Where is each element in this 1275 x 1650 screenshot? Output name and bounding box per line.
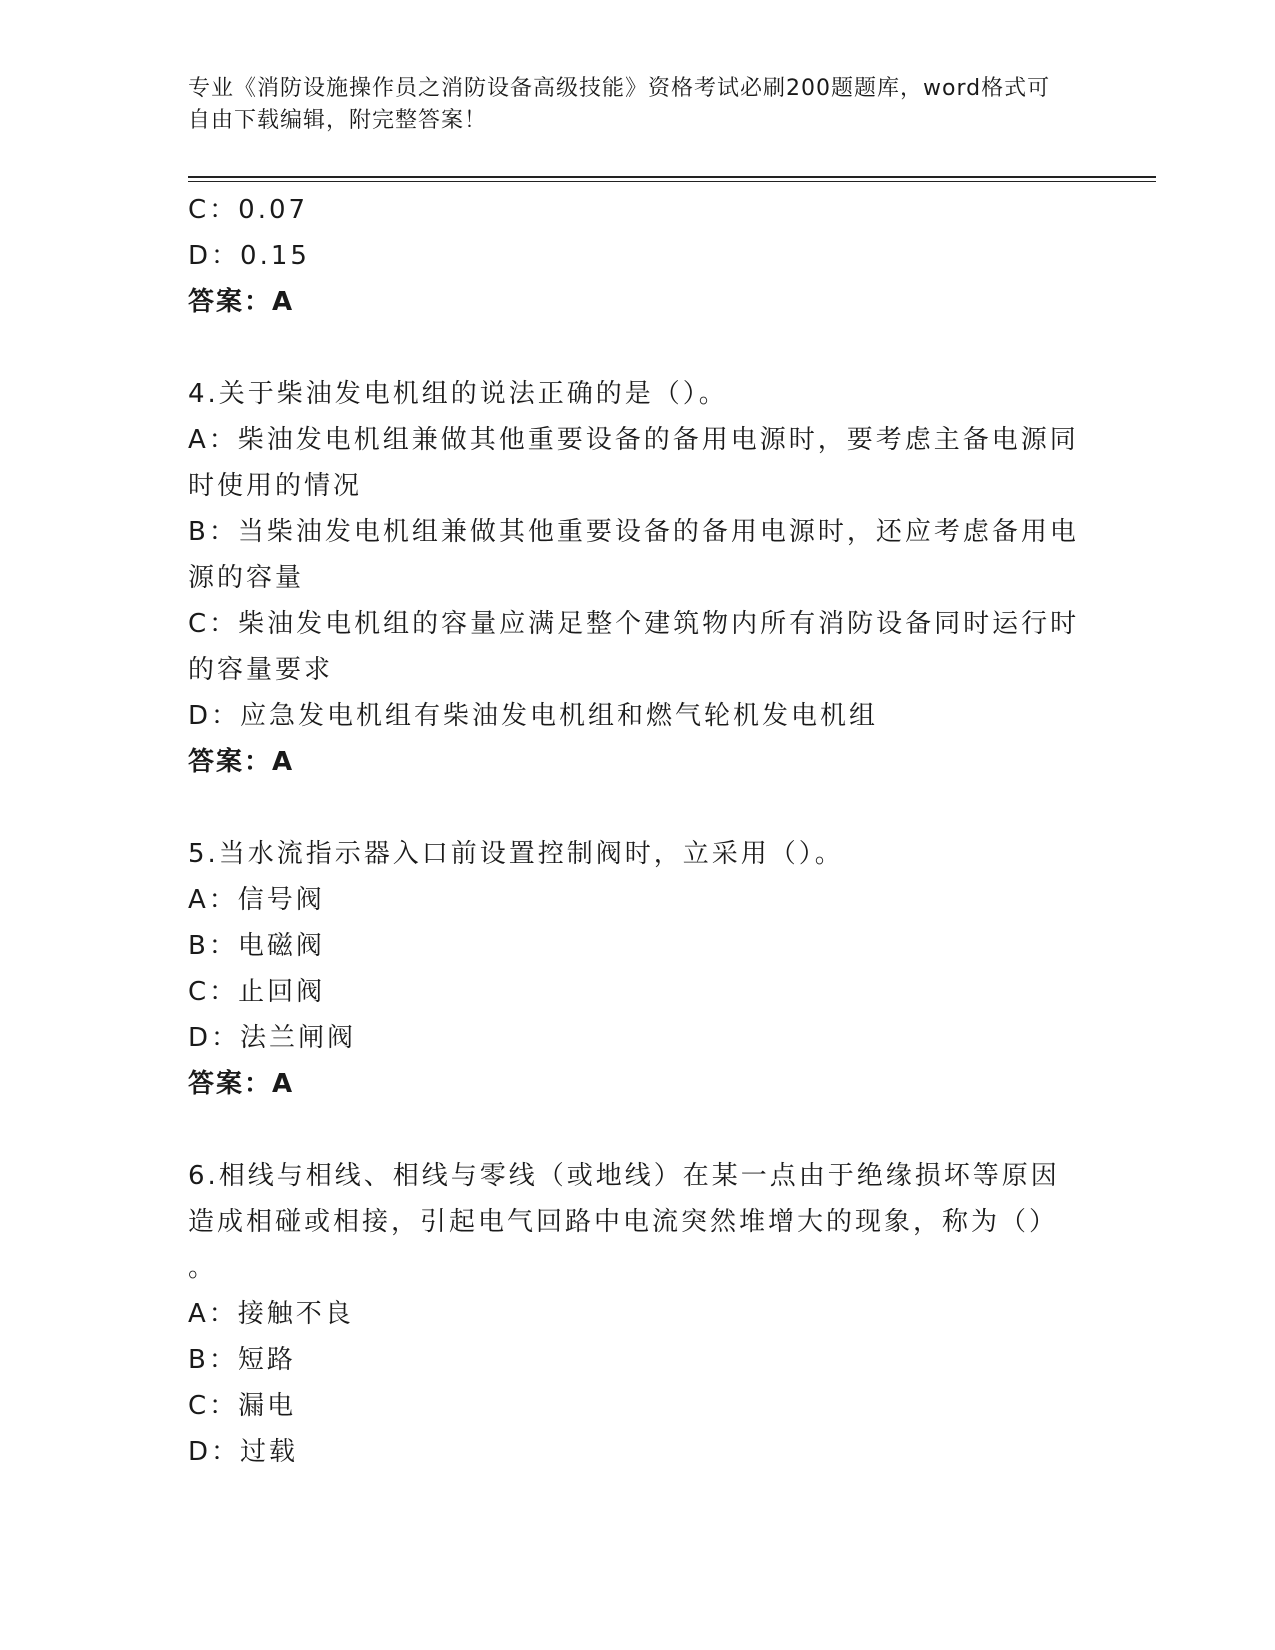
question-4	[188, 371, 1088, 785]
option-a-continued: 时使用的情况	[188, 471, 363, 501]
option-a: A：信号阀	[188, 885, 325, 915]
question-3	[188, 187, 1088, 325]
header-divider-thick	[188, 176, 1156, 178]
option-c: C：止回阀	[188, 977, 326, 1007]
spacer	[188, 785, 1088, 831]
option-d: D：应急发电机组有柴油发电机组和燃气轮机发电机组	[188, 701, 879, 731]
option-c: C：0.07	[188, 195, 309, 225]
option-d: D：0.15	[188, 241, 310, 271]
option-c: C：漏电	[188, 1391, 297, 1421]
question-stem: 5.当水流指示器入口前设置控制阀时，立采用（）。	[188, 839, 844, 869]
document-header: 专业《消防设施操作员之消防设备高级技能》资格考试必刷200题题库，word格式可自由下载编辑，附完整答案！	[188, 76, 1051, 133]
option-b-continued: 源的容量	[188, 563, 305, 593]
option-d: D：法兰闸阀	[188, 1023, 357, 1053]
question-5	[188, 831, 1088, 1107]
question-6	[188, 1153, 1088, 1475]
question-list	[188, 187, 1088, 1475]
option-b: B：电磁阀	[188, 931, 325, 961]
question-stem-continued: 造成相碰或相接，引起电气回路中电流突然堆增大的现象，称为（）	[188, 1207, 1059, 1237]
option-b: B：短路	[188, 1345, 296, 1375]
option-b: B：当柴油发电机组兼做其他重要设备的备用电源时，还应考虑备用电	[188, 517, 1079, 547]
option-d: D：过载	[188, 1437, 299, 1467]
question-stem: 6.相线与相线、相线与零线（或地线）在某一点由于绝缘损坏等原因	[188, 1161, 1060, 1191]
answer: 答案：A	[188, 1069, 295, 1099]
answer: 答案：A	[188, 287, 295, 317]
spacer	[188, 1107, 1088, 1153]
option-c: C：柴油发电机组的容量应满足整个建筑物内所有消防设备同时运行时	[188, 609, 1080, 639]
question-stem: 4.关于柴油发电机组的说法正确的是（）。	[188, 379, 728, 409]
option-a: A：柴油发电机组兼做其他重要设备的备用电源时，要考虑主备电源同	[188, 425, 1079, 455]
spacer	[188, 325, 1088, 371]
answer: 答案：A	[188, 747, 295, 777]
option-c-continued: 的容量要求	[188, 655, 334, 685]
question-stem-end: 。	[188, 1253, 218, 1283]
header-divider-thin	[188, 181, 1156, 182]
option-a: A：接触不良	[188, 1299, 354, 1329]
